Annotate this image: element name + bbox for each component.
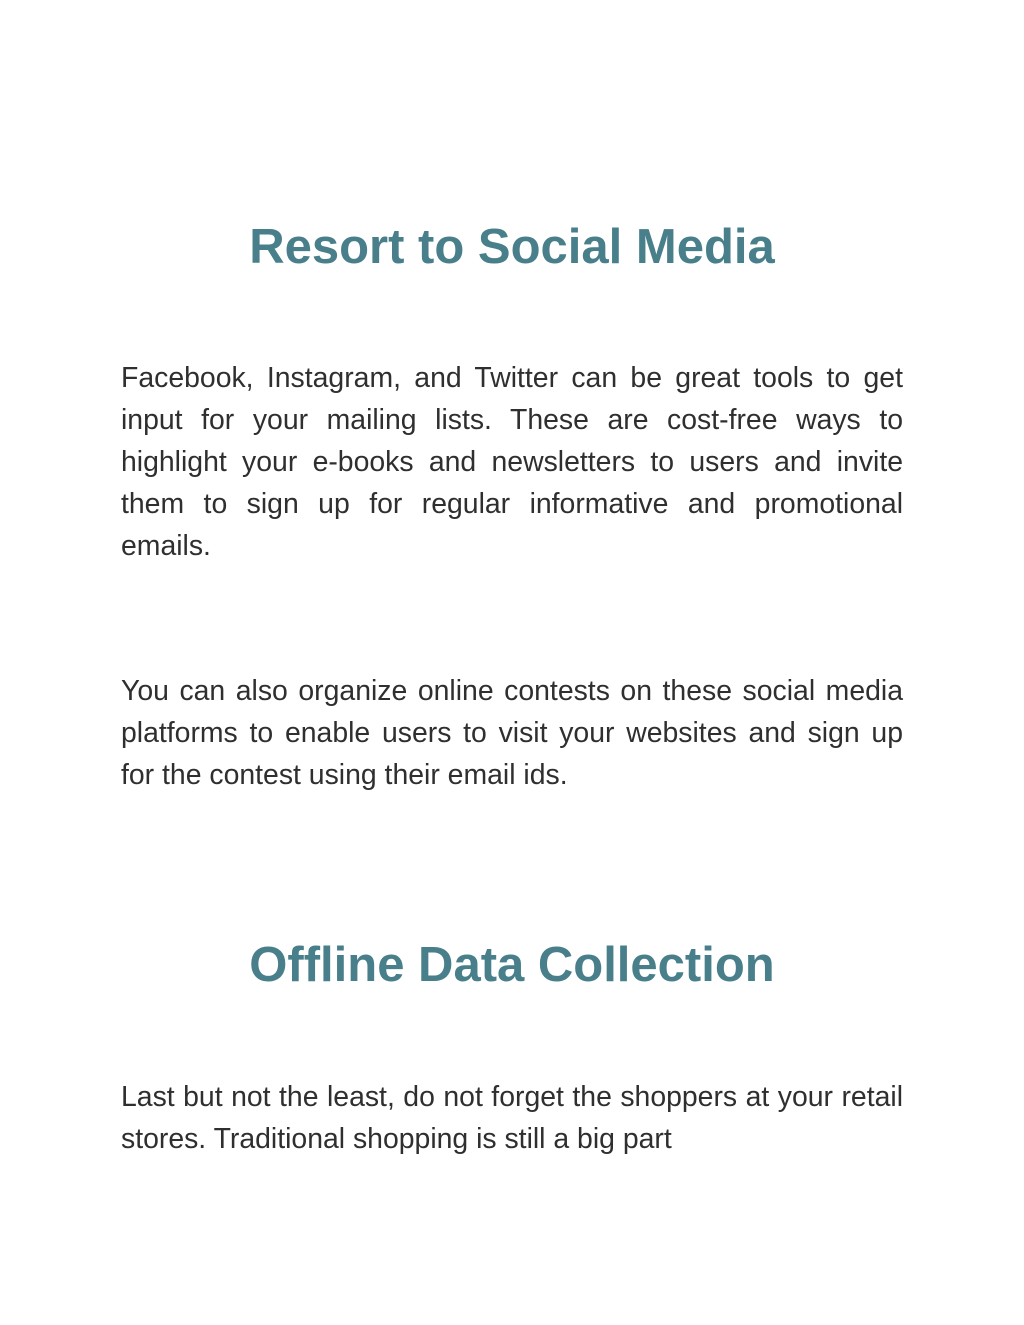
paragraph-social-media-tools: Facebook, Instagram, and Twitter can be great tools to get input for your mailing lists. These are cost-free ways to highlight your e-books and newsletters to users and invite them to sign up for regular informative and promotional emails. — [121, 362, 903, 562]
section-heading-offline-data: Offline Data Collection — [249, 938, 775, 992]
paragraph-retail-shoppers: Last but not the least, do not forget the shoppers at your retail stores. Traditional shopping is still a big part — [121, 1081, 903, 1155]
paragraph-online-contests: You can also organize online contests on these social media platforms to enable users to visit your websites and sign up for the contest using their email ids. — [121, 675, 903, 791]
section-heading-social-media: Resort to Social Media — [249, 220, 775, 274]
